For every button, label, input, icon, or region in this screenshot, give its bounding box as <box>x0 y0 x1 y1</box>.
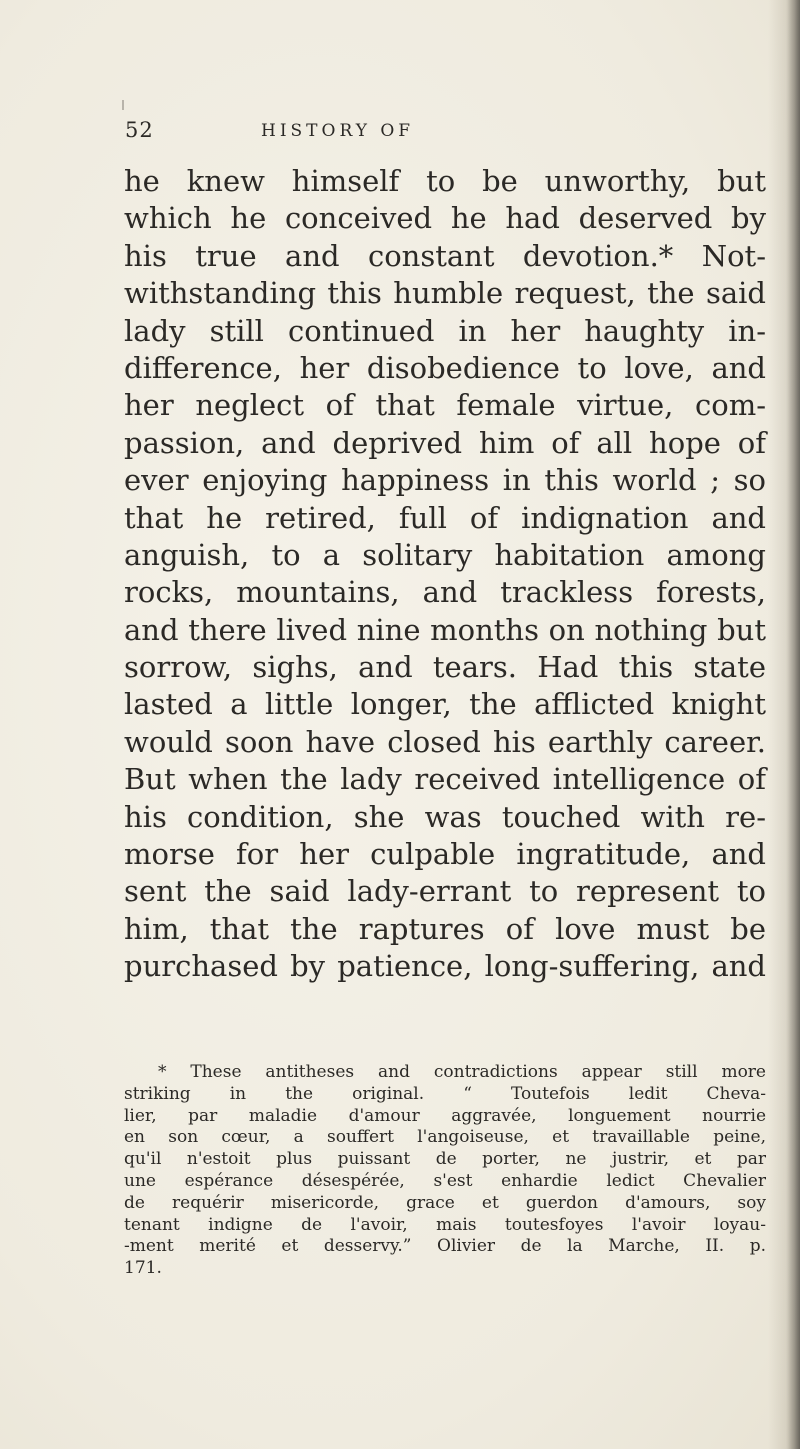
footnote-line: une espérance désespérée, s'est enhardie ledict Chevalier <box>124 1170 766 1191</box>
text-line: which he conceived he had deserved by <box>124 201 766 236</box>
text-line: and there lived nine months on nothing but <box>124 612 766 647</box>
text-line: ever enjoying happiness in this world ; so <box>124 463 766 498</box>
text-line: withstanding this humble request, the said <box>124 276 766 311</box>
footnote-line: -ment merité et desservy.” Olivier de la Marche, II. p. <box>124 1236 766 1257</box>
text-line: difference, her disobedience to love, and <box>124 350 766 385</box>
running-head <box>125 118 745 148</box>
footnote <box>124 1062 766 1280</box>
page-number: 52 <box>125 118 154 142</box>
text-line: lasted a little longer, the afflicted knight <box>124 687 766 722</box>
text-line: he knew himself to be unworthy, but <box>124 164 766 198</box>
footnote-line: de requérir misericorde, grace et guerdon d'amours, soy <box>124 1192 766 1213</box>
footnote-line: tenant indigne de l'avoir, mais toutesfoyes l'avoir loyau- <box>124 1214 766 1235</box>
text-line: lady still continued in her haughty in- <box>124 313 766 348</box>
page-edge-shadow <box>786 0 800 1449</box>
text-line: anguish, to a solitary habitation among <box>124 537 766 572</box>
text-line: passion, and deprived him of all hope of <box>124 425 766 460</box>
body-text <box>124 163 766 986</box>
pencil-mark <box>122 100 124 110</box>
text-line: his true and constant devotion.* Not- <box>124 238 766 273</box>
text-line: him, that the raptures of love must be <box>124 911 766 946</box>
running-title: HISTORY OF <box>261 121 415 141</box>
footnote-line: en son cœur, a souffert l'angoiseuse, et travaillable peine, <box>124 1127 766 1148</box>
footnote-line: qu'il n'estoit plus puissant de porter, ne justrir, et par <box>124 1149 766 1170</box>
text-line: his condition, she was touched with re- <box>124 799 766 834</box>
footnote-line: 171. <box>124 1258 162 1279</box>
text-line: But when the lady received intelligence of <box>124 762 766 797</box>
footnote-line: lier, par maladie d'amour aggravée, longuement nourrie <box>124 1105 766 1126</box>
text-line: morse for her culpable ingratitude, and <box>124 837 766 872</box>
text-line: would soon have closed his earthly career. <box>124 724 766 759</box>
text-line: sent the said lady-errant to represent to <box>124 874 766 909</box>
text-line: purchased by patience, long-suffering, and <box>124 949 766 984</box>
text-line: her neglect of that female virtue, com- <box>124 388 766 423</box>
text-line: sorrow, sighs, and tears. Had this state <box>124 650 766 685</box>
text-line: that he retired, full of indignation and <box>124 500 766 535</box>
text-line: rocks, mountains, and trackless forests, <box>124 575 766 610</box>
footnote-line: * These antitheses and contradictions appear still more <box>158 1062 766 1082</box>
footnote-line: striking in the original. “ Toutefois ledit Cheva- <box>124 1083 766 1104</box>
